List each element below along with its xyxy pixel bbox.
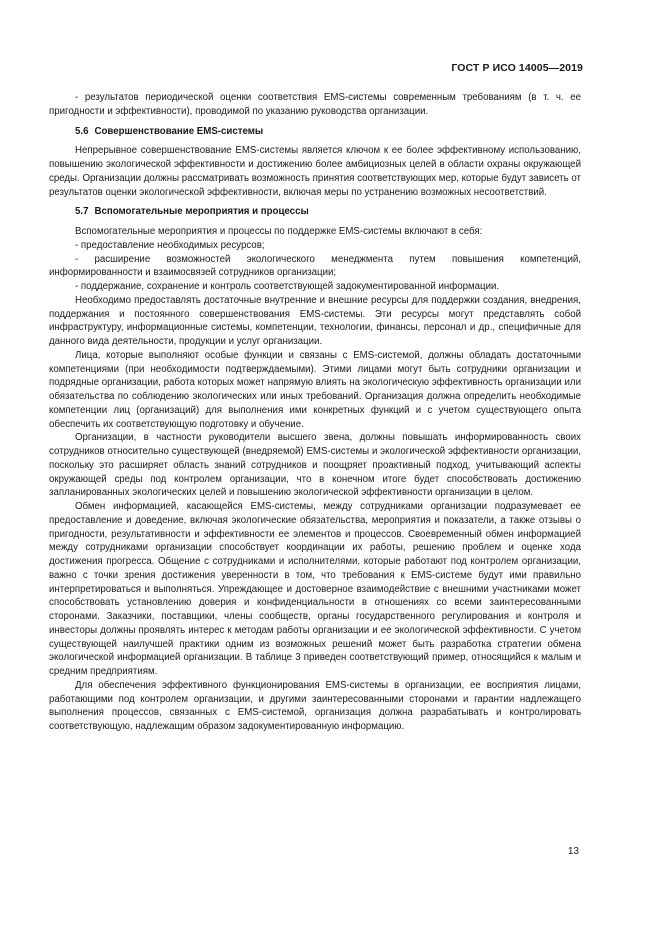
section-5-7-number: 5.7 bbox=[75, 206, 89, 218]
section-5-7-paragraph-communication: Обмен информацией, касающейся EMS-системы, между сотрудниками организации подразумевает ее предоставление и доведение, включая экологические обязательства, мероприятия и показатели, а также отзывы о пригодности, результативности и эффективности ее элементов и процессов. Своевременный обмен информацией между сотрудниками организации способствует координации их работы, решению проблем и оценке хода достижения прогресса. Общение с сотрудниками и исполнителями, которые работают под контролем организации, важно с точки зрения достижения уверенности в том, что требования к EMS-системе будут ими правильно интерпретироваться и выполняться. Упреждающее и достоверное взаимодействие с внешними участниками может способствовать установлению доверия и конфиденциальности в отношениях со всеми заинтересованными сторонами. Заказчики, поставщики, члены сообществ, органы государственного регулирования и контроля и инвесторы должны проявлять интерес к методам работы организации и ее экологической эффективности. С учетом существующей наилучшей практики одним из возможных решений может быть разработка стратегии обмена экологической информацией организации. В таблице 3 приведен соответствующий пример, относящийся к малым и средним предприятиям. bbox=[49, 501, 581, 677]
list-item-competences: - расширение возможностей экологического менеджмента путем повышения компетенций, информированности и взаимосвязей сотрудников организации; bbox=[49, 253, 581, 279]
section-5-7-paragraph-documentation: Для обеспечения эффективного функционирования EMS-системы в организации, ее восприятия лицами, работающими под контролем организации, и другими заинтересованными сторонами и гарантии надлежащего выполнения процессов, связанных с EMS-системой, организация должна разрабатывать и контролировать соответствующую, надлежащим образом задокументированную информацию. bbox=[49, 679, 581, 732]
section-5-7-heading bbox=[49, 205, 581, 219]
section-5-7-paragraph-competence: Лица, которые выполняют особые функции и связаны с EMS-системой, должны обладать достаточными компетенциями (при необходимости подтверждаемыми). Этими лицами могут быть сотрудники организации и подрядные организации, работа которых может напрямую влиять на экологическую эффективность организации или обязательства по соблюдению экологических или иных требований. Организация должна определить необходимые компетенции лиц (организаций) для выполнения ими конкретных функций и с учетом существующего опыта обеспечить их соответствующую подготовку и обучение. bbox=[49, 349, 581, 430]
intro-paragraph: - результатов периодической оценки соответствия EMS-системы современным требованиям (в т. ч. ее пригодности и эффективности), проводимой по указанию руководства организации. bbox=[49, 92, 581, 117]
document-code-header: ГОСТ Р ИСО 14005—2019 bbox=[451, 62, 583, 74]
list-item-resources: - предоставление необходимых ресурсов; bbox=[75, 239, 265, 251]
section-5-6-paragraph-1: Непрерывное совершенствование EMS-системы является ключом к ее более эффективному использованию, повышению экологической эффективности и достижению более амбициозных целей в области охраны окружающей среды. Организации должны рассматривать возможность принятия соответствующих мер, которые будут зависеть от результатов оценки экологической эффективности, включая меры по устранению возможных несоответствий. bbox=[49, 145, 581, 198]
page-number: 13 bbox=[567, 846, 579, 857]
section-5-7-title: Вспомогательные мероприятия и процессы bbox=[94, 206, 309, 218]
section-5-7-paragraph-awareness: Организации, в частности руководители высшего звена, должны повышать информированность своих сотрудников относительно существующей (внедряемой) EMS-системы и экологической эффективности организации, поскольку это расширяет область знаний сотрудников и поощряет проактивный подход, учитывающий аспекты окружающей среды под контролем организации, что в конечном итоге будет способствовать достижению запланированных экологических целей и повышению экологической эффективности организации в целом. bbox=[49, 432, 581, 499]
document-body bbox=[49, 91, 581, 734]
section-5-6-number: 5.6 bbox=[75, 125, 89, 137]
section-5-6-heading bbox=[49, 125, 581, 139]
section-5-7-paragraph-resources: Необходимо предоставлять достаточные внутренние и внешние ресурсы для поддержки создания, внедрения, поддержания и постоянного совершенствования EMS-системы. Эти ресурсы могут представлять собой инфраструктуру, информационные системы, компетенции, технологии, финансы, персонал и др., специфичные для данного вида деятельности, продукции и услуг организации. bbox=[49, 294, 581, 347]
section-5-6-title: Совершенствование EMS-системы bbox=[94, 125, 264, 137]
list-item-documented-info: - поддержание, сохранение и контроль соответствующей задокументированной информации. bbox=[75, 281, 500, 292]
section-5-7-paragraph-1: Вспомогательные мероприятия и процессы по поддержке EMS-системы включают в себя: bbox=[75, 226, 483, 237]
